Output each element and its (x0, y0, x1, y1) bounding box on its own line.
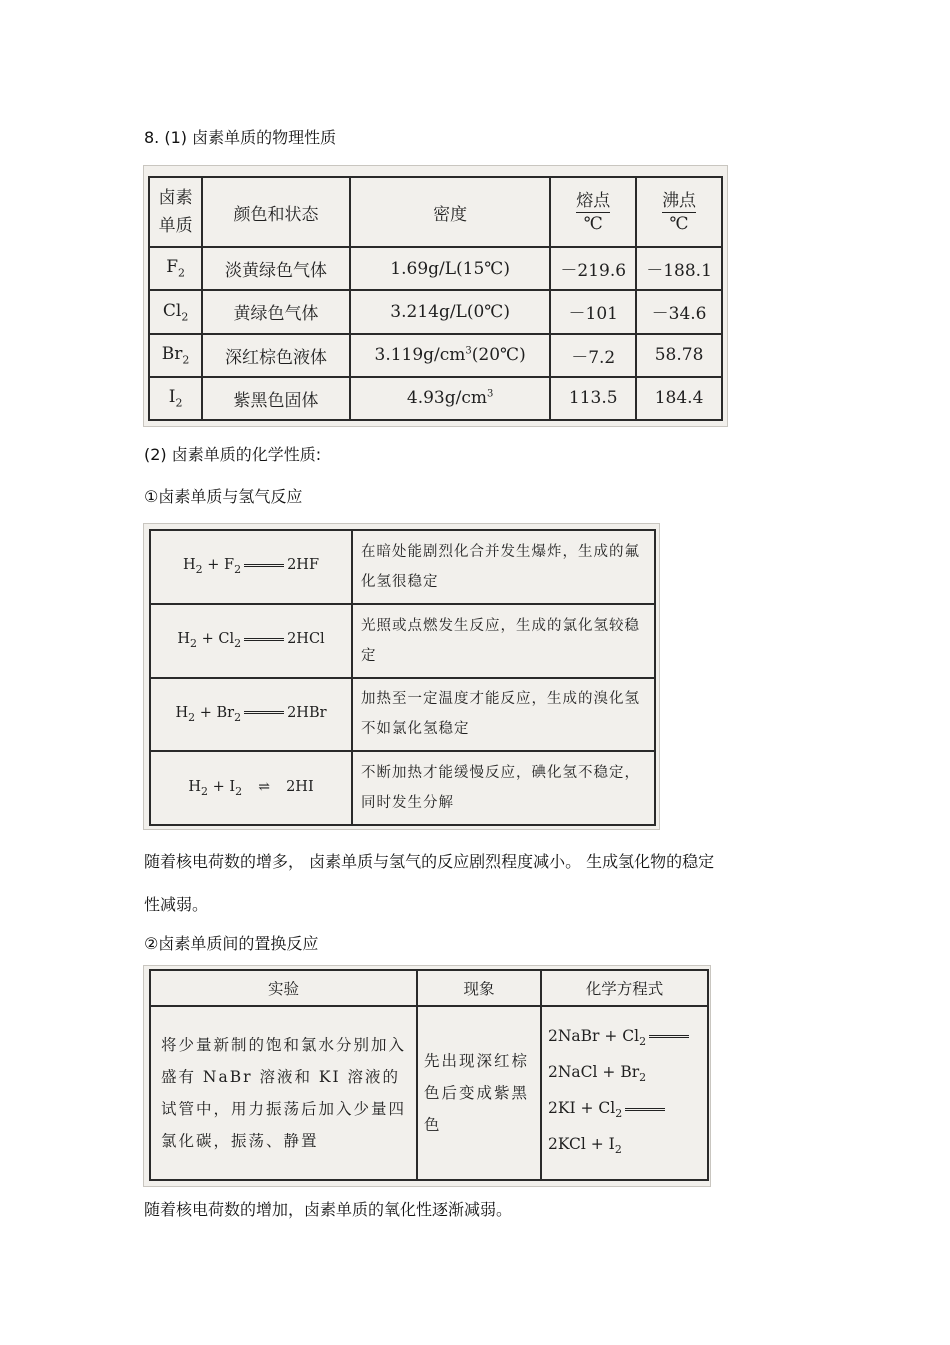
density-cell: 1.69g/L(15℃) (350, 247, 550, 290)
mp-unit: ℃ (583, 213, 603, 234)
paragraph-line: 随着核电荷数的增多， 卤素单质与氢气的反应剧烈程度减小。 生成氢化物的稳定 (144, 852, 715, 871)
equation-cell (541, 1006, 708, 1180)
bp-label: 沸点 (662, 190, 697, 211)
equals-arrow-icon (244, 564, 284, 567)
table-row (150, 530, 655, 604)
section-title: 8. (1) 卤素单质的物理性质 (144, 128, 337, 147)
hydrogen-reaction-image (143, 523, 660, 830)
table-row (149, 377, 722, 420)
color-cell: 深红棕色液体 (202, 334, 350, 377)
header-element-line1: 卤素 (158, 188, 193, 208)
table-row (149, 247, 722, 290)
mp-cell: －101 (550, 290, 636, 333)
table-row (149, 290, 722, 333)
equation-2-left: $2KI + Cl_2$ (548, 1093, 701, 1129)
equation-2-right: $2KCl + I_2$ (548, 1135, 622, 1157)
equals-arrow-icon (649, 1035, 689, 1038)
color-cell: 淡黄绿色气体 (202, 247, 350, 290)
table-header-row (149, 177, 722, 247)
color-cell: 紫黑色固体 (202, 377, 350, 420)
element-cell: $Br_2$ (149, 334, 202, 377)
table-row (149, 334, 722, 377)
hydrogen-reaction-heading: ①卤素单质与氢气反应 (144, 487, 303, 506)
paragraph-line: 随着核电荷数的增加，卤素单质的氧化性逐渐减弱。 (144, 1200, 513, 1219)
phenomenon-cell: 先出现深红棕色后变成紫黑色 (417, 1006, 541, 1180)
displacement-table (149, 969, 709, 1181)
physical-properties-table (148, 176, 723, 421)
density-cell: $4.93g/cm^3$ (350, 377, 550, 420)
equation-1-left: 2NaBr + $Cl_2$ (548, 1021, 701, 1057)
bp-cell: 58.78 (636, 334, 722, 377)
density-cell: 3.214g/L(0℃) (350, 290, 550, 333)
bp-cell: －188.1 (636, 247, 722, 290)
header-boiling-point (636, 177, 722, 247)
header-density: 密度 (350, 177, 550, 247)
header-element (149, 177, 202, 247)
header-equation: 化学方程式 (541, 970, 708, 1006)
header-phenomenon: 现象 (417, 970, 541, 1006)
chem-properties-heading: (2) 卤素单质的化学性质: (144, 445, 322, 464)
description-cell: 加热至一定温度才能反应，生成的溴化氢不如氯化氢稳定 (352, 678, 655, 752)
density-cell: $3.119g/cm^3(20℃)$ (350, 334, 550, 377)
equals-arrow-icon (625, 1108, 665, 1111)
element-cell: $I_2$ (149, 377, 202, 420)
table-header-row (150, 970, 708, 1006)
equation-cell: $H_2 + Cl_2$ 2HCl (150, 604, 352, 678)
equation-cell: $H_2 + Br_2$ 2HBr (150, 678, 352, 752)
table-row (150, 751, 655, 825)
element-cell: $Cl_2$ (149, 290, 202, 333)
equals-arrow-icon (244, 711, 284, 714)
header-color: 颜色和状态 (202, 177, 350, 247)
mp-cell: －7.2 (550, 334, 636, 377)
description-cell: 在暗处能剧烈化合并发生爆炸，生成的氟化氢很稳定 (352, 530, 655, 604)
bp-unit: ℃ (669, 213, 689, 234)
bp-cell: 184.4 (636, 377, 722, 420)
color-cell: 黄绿色气体 (202, 290, 350, 333)
header-experiment: 实验 (150, 970, 417, 1006)
equation-cell: $H_2 + F_2$ 2HF (150, 530, 352, 604)
table-row (150, 604, 655, 678)
table-row (150, 1006, 708, 1180)
paragraph-line: 性减弱。 (144, 895, 209, 914)
experiment-cell: 将少量新制的饱和氯水分别加入盛有 NaBr 溶液和 KI 溶液的试管中，用力振荡后加入少量四氯化碳，振荡、静置 (150, 1006, 417, 1180)
description-cell: 光照或点燃发生反应，生成的氯化氢较稳定 (352, 604, 655, 678)
mp-label: 熔点 (576, 190, 611, 211)
mp-cell: 113.5 (550, 377, 636, 420)
table-row (150, 678, 655, 752)
equation-cell: $H_2 + I_2$ ⇌ 2HI (150, 751, 352, 825)
equation-1-right: 2NaCl + $Br_2$ (548, 1062, 647, 1084)
mp-cell: －219.6 (550, 247, 636, 290)
equals-arrow-icon (244, 638, 284, 641)
header-melting-point (550, 177, 636, 247)
physical-properties-image (143, 165, 728, 427)
displacement-heading: ②卤素单质间的置换反应 (144, 934, 319, 953)
header-element-line2: 单质 (158, 216, 193, 236)
reversible-arrow-icon: ⇌ (258, 778, 270, 795)
displacement-image (143, 965, 711, 1187)
hydrogen-reaction-table (149, 529, 656, 826)
element-cell: $F_2$ (149, 247, 202, 290)
description-cell: 不断加热才能缓慢反应，碘化氢不稳定，同时发生分解 (352, 751, 655, 825)
bp-cell: －34.6 (636, 290, 722, 333)
